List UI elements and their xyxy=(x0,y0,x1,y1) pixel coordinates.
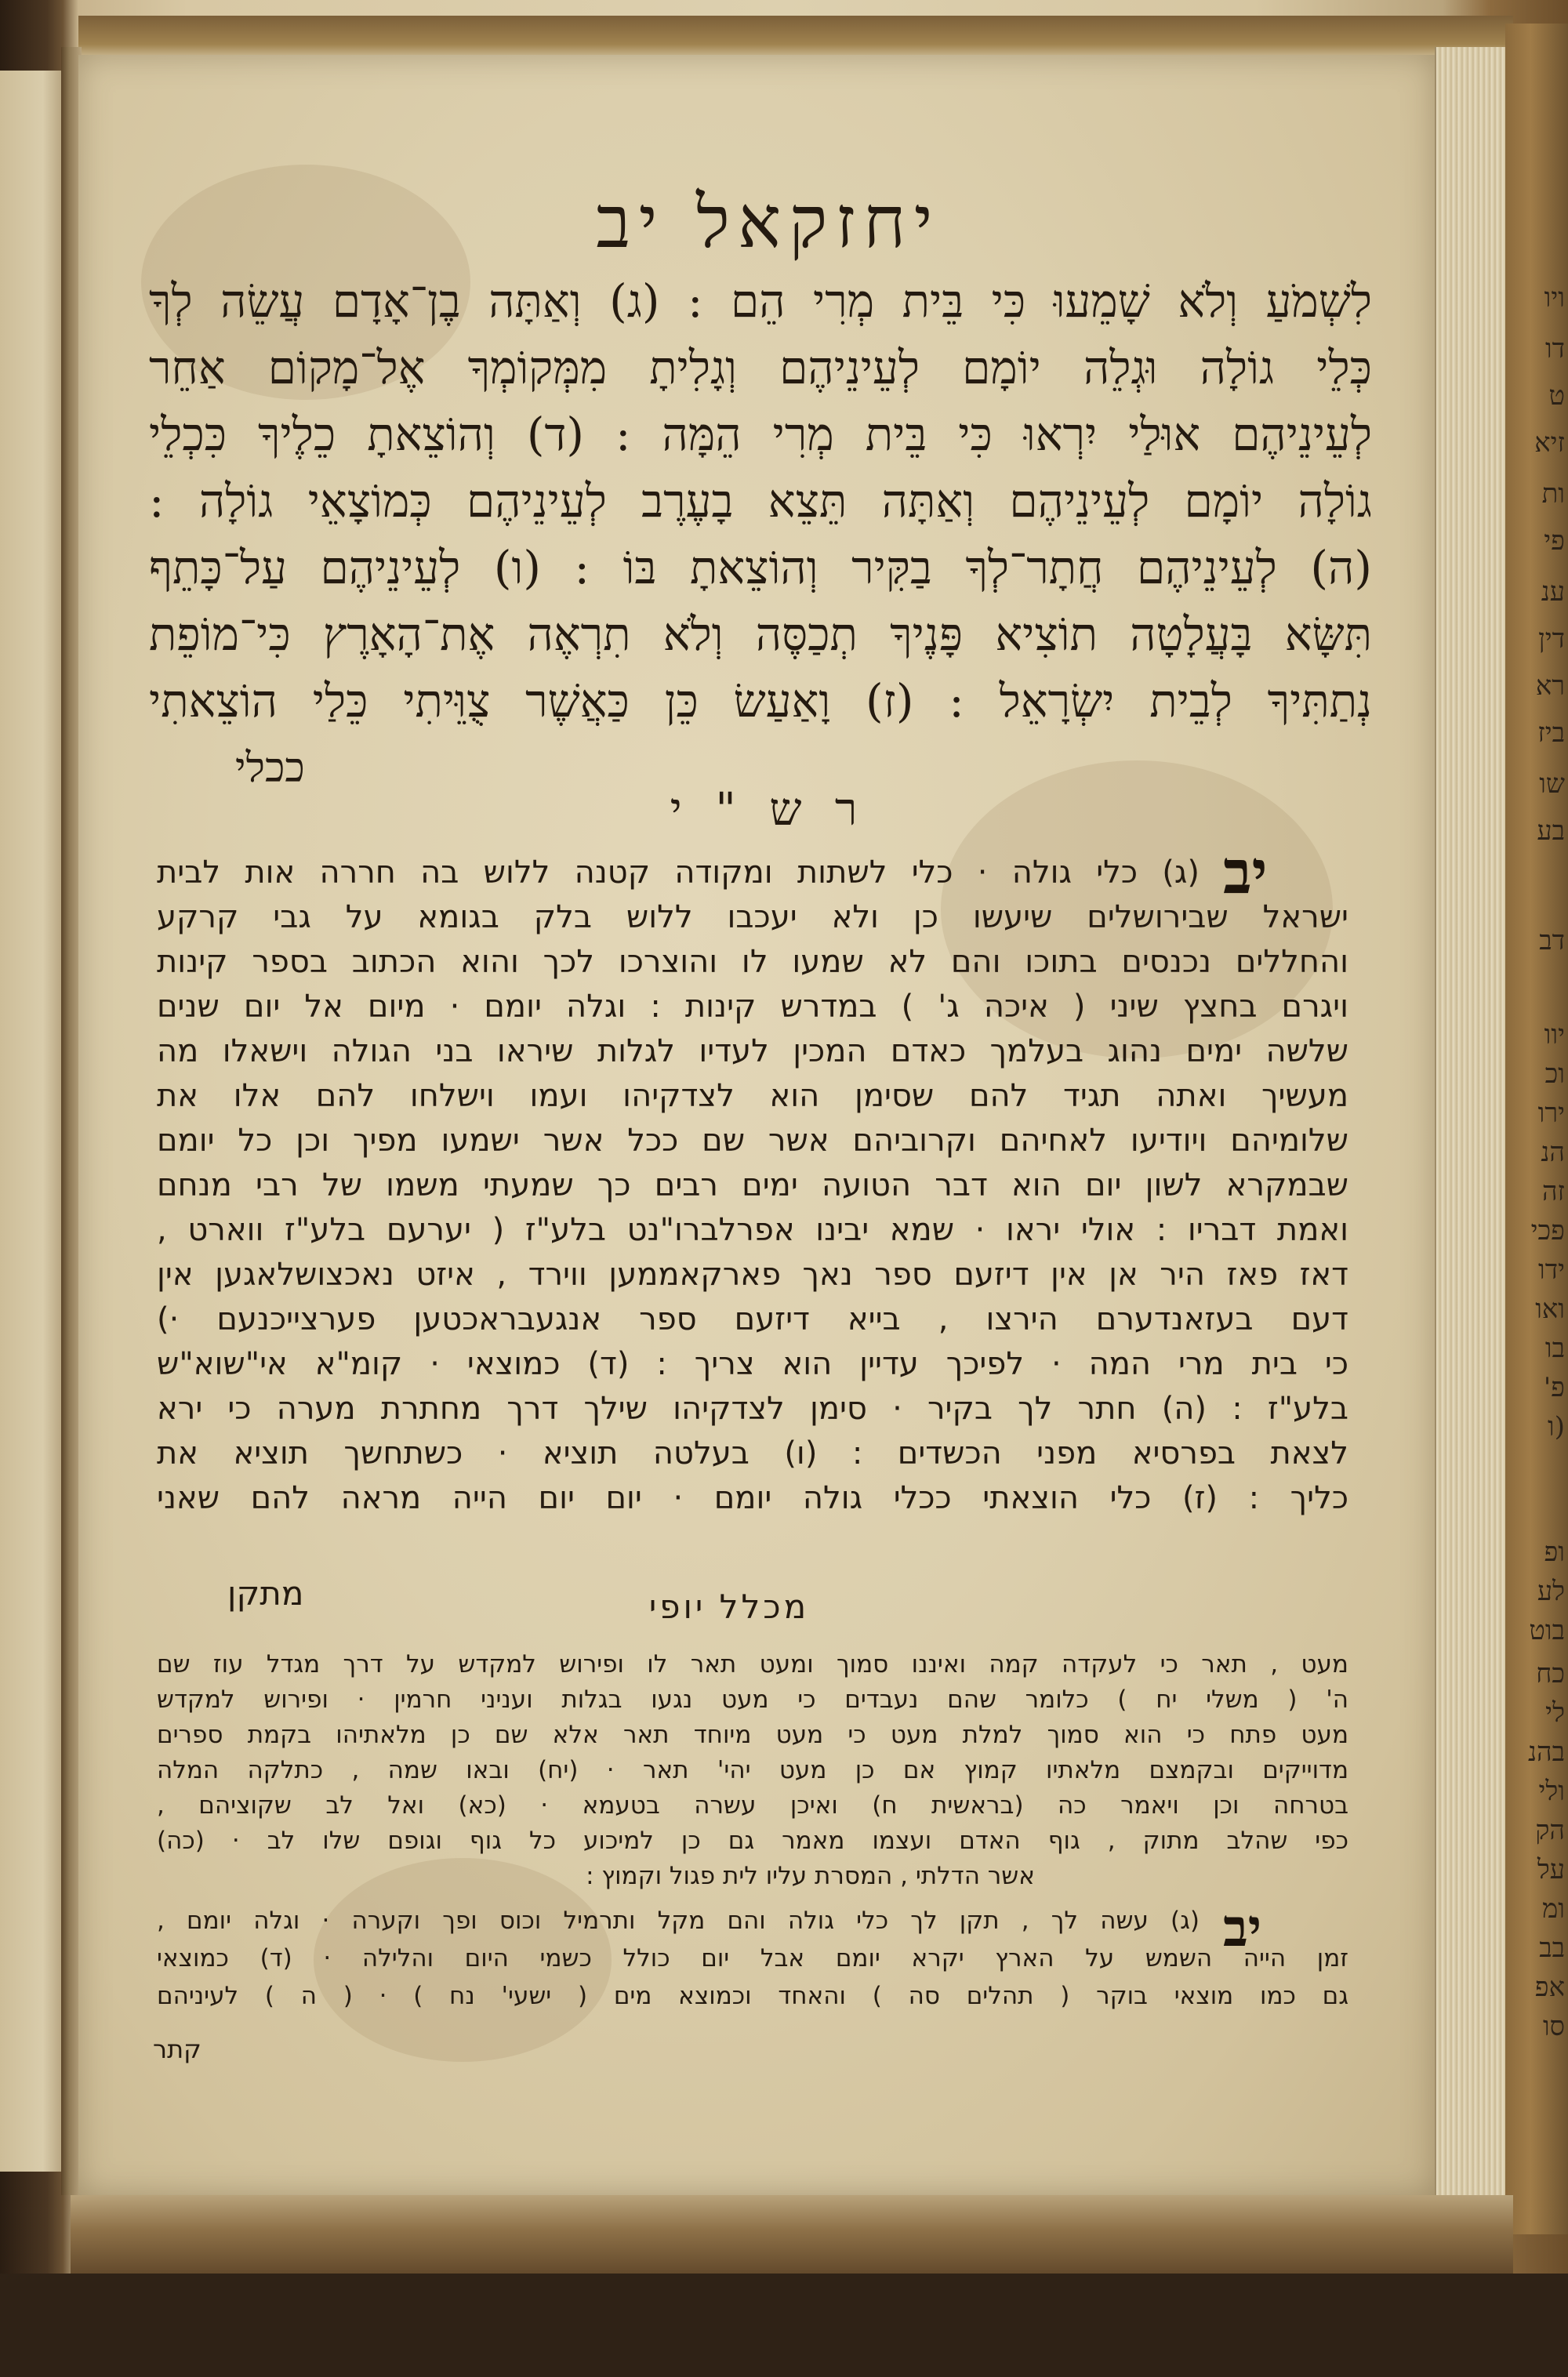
left-page-fragment: ואו xyxy=(1535,1294,1565,1325)
left-page-fragment: לע xyxy=(1537,1576,1565,1607)
commentary-line: ויגרם בחצץ שיני ( איכה ג' ) במדרש קינות : וגלה יומם · מיום אל יום שנים xyxy=(157,989,1348,1025)
left-page-fragment: ביז xyxy=(1537,717,1565,749)
chapter-marker: יב xyxy=(1223,1897,1262,1958)
top-edge xyxy=(78,16,1513,56)
left-page-fragment: על xyxy=(1537,1854,1565,1885)
background xyxy=(0,2274,1568,2377)
commentary-line: מעשיך ואתה תגיד להם שסימן הוא לצדקיהו ועמו וישלחו להם אלו את xyxy=(157,1078,1348,1114)
left-page-fragment: הק xyxy=(1535,1815,1565,1846)
commentary-line: דעם בעזאנדערם הירצו , בייא דיזעם ספר אנגעבראכטען פערצייכנעם ·) xyxy=(157,1301,1348,1337)
catchword: מתקן xyxy=(227,1574,304,1613)
left-page-fragment: כח xyxy=(1536,1658,1565,1689)
commentary-line: שלשה ימים נהוג בעלמך כאדם המכין לעדיו לגלות שיראו בני הגולה וישאלו מה xyxy=(157,1033,1348,1069)
left-page-fragment: ירו xyxy=(1537,1098,1565,1129)
left-page-fragment: לי xyxy=(1545,1697,1565,1729)
commentary-line: בטרחה וכן ויאמר כה (בראשית ח) ואיכן עשרה בטעמא · (כא) ואל לב שקוציהם , xyxy=(157,1791,1348,1820)
left-page-fragment: רא xyxy=(1535,670,1565,702)
commentary-line: מעט פתח כי הוא סמוך למלת מעט כי מעט מיוחד תאר אלא שם כן מלאתיהו בקמת ספרים xyxy=(157,1721,1348,1749)
commentary-line: ישראל שבירושלים שיעשו כן ולא יעכבו ללוש בלק בגומא על גבי קרקע xyxy=(157,899,1348,935)
verse-line: נְתַתִּיךָ לְבֵית יִשְׂרָאֵל : (ז) וָאַעַשׂ כֵּן כַּאֲשֶׁר צֻוֵּיתִי כֵּלַי הוֹצֵאתִי xyxy=(149,674,1372,728)
running-head: יחזקאל יב xyxy=(596,180,941,264)
left-page-fragment: ויו xyxy=(1544,282,1565,314)
catchword: קתר xyxy=(153,2034,201,2064)
left-page-fragment: בהנ xyxy=(1528,1736,1565,1768)
commentary-line: שלומיהם ויודיעו לאחיהם וקרוביהם אשר שם ככל אשר ישמעו מפיך וכן כל יומם xyxy=(157,1123,1348,1159)
left-page-fragment: דין xyxy=(1538,623,1565,655)
commentary-line: בלע"ז : (ה) חתר לך בקיר · סימן לצדקיהו שילך דרך מחתרת מערה כי ירא xyxy=(157,1391,1348,1427)
page-fore-edge xyxy=(1435,47,1507,2211)
left-page-fragment: יוו xyxy=(1544,1019,1565,1051)
left-page-fragment: בע xyxy=(1537,815,1565,847)
commentary-line: מעט , תאר כי לעקדה קמה ואיננו סמוך ומעט תאר לו ופירוש למקדש על דרך מגדל עוז שם xyxy=(157,1650,1348,1678)
commentary-line: לצאת בפרסיא מפני הכשדים : (ו) בעלטה תוציא · כשתחשך תוציא את xyxy=(157,1435,1348,1472)
left-page-fragment: פכי xyxy=(1530,1215,1565,1247)
commentary-line: דאז פאז היר אן אין דיזעם ספר נאך פארקאממען ווירד , איזט נאכצושלאגען אין xyxy=(157,1257,1348,1293)
left-page-fragment: ולי xyxy=(1538,1776,1565,1807)
chapter-marker: יב xyxy=(1223,837,1268,907)
left-page-fragment: ידו xyxy=(1538,1254,1565,1286)
left-page-fragment: ות xyxy=(1541,478,1565,510)
commentary-line: כליך : (ז) כלי הוצאתי ככלי גולה יומם · יום יום הייה מראה להם שאני xyxy=(157,1480,1348,1516)
left-page-fragment: ט xyxy=(1548,380,1565,412)
left-page-fragment: פ' xyxy=(1543,1372,1565,1403)
left-page-fragment: ופ xyxy=(1544,1537,1565,1568)
commentary-line: זמן הייה השמש על הארץ יקרא יומם אבל יום כולל כשמי היום והלילה · (ד) כמוצאי xyxy=(157,1944,1348,1972)
commentary-line: מדוייקים ובקמצם מלאתיו קמוץ אם כן מעט יהי' תאר · (יח) ובאו שמה , כתלקה המלה xyxy=(157,1756,1348,1784)
left-page-fragment: זה xyxy=(1541,1176,1565,1207)
commentary-line: ה' ( משלי יח ) כלומר שהם נעבדים כי מעט נגעו בגלות ועניני חרמין · ופירוש למקדש xyxy=(157,1686,1348,1714)
verse-line: לְעֵינֵיהֶם אוּלַי יִרְאוּ כִּי בֵּית מְרִי הֵמָּה : (ד) וְהוֹצֵאתָ כֵלֶיךָ כִּכְלֵי xyxy=(149,408,1372,461)
left-page-fragment: וכ xyxy=(1544,1058,1565,1090)
commentary-line: ואמת דבריו : אולי יראו · שמא יבינו אפרלברו"נט בלע"ז ( יערעם בלע"ז ווארט , xyxy=(157,1212,1348,1248)
commentary-heading: מכלל יופי xyxy=(648,1588,810,1626)
commentary-line: גם כמו מוצאי בוקר ( תהלים סה ) והאחד וכמוצא מים ( ישעי' נח ) · ( ה ) לעיניהם xyxy=(157,1982,1348,2010)
left-page-fragment: ומ xyxy=(1542,1893,1565,1925)
verse-line: כְּלֵי גוֹלָה וּגְלֵה יוֹמָם לְעֵינֵיהֶם וְגָלִיתָ מִמְּקוֹמְךָ אֶל־מָקוֹם אַחֵר xyxy=(149,341,1372,394)
verse-line: תִּשָּׂא בָּעֲלָטָה תוֹצִיא פָּנֶיךָ תְכַסֶּה וְלֹא תִרְאֶה אֶת־הָאָרֶץ כִּי־מוֹפֵת xyxy=(149,608,1372,661)
left-page-fragment: בו xyxy=(1544,1333,1565,1364)
verse-line: גוֹלָה יוֹמָם לְעֵינֵיהֶם וְאַתָּה תֵּצֵא בָעֶרֶב לְעֵינֵיהֶם כְּמוֹצָאֵי גוֹלָה : xyxy=(149,474,1372,528)
commentary-line: כפי שהלב מתוק , גוף האדם ועצמו מאמר גם כן למיכוע כל גוף וגופם שלו לב · (כה) xyxy=(157,1827,1348,1855)
commentary-heading: ר ש " י xyxy=(670,782,867,836)
commentary-line: כי בית מרי המה · לפיכך עדיין הוא צריך : (ד) כמוצאי · קומ"א אי"שוא"ש xyxy=(157,1346,1348,1382)
left-page-fragment: דב xyxy=(1539,925,1565,956)
left-page-fragment: ענ xyxy=(1541,576,1565,608)
commentary-line: שבמקרא לשון יום הוא דבר הטועה ימים רבים כך שמעתי משמו של רבי מנחם xyxy=(157,1167,1348,1203)
left-page-fragment: אפ xyxy=(1534,1972,1565,2003)
left-page-fragment: סו xyxy=(1542,2011,1565,2042)
left-page-fragment: (ו xyxy=(1548,1411,1565,1443)
left-page-fragment: בב xyxy=(1539,1932,1565,1964)
previous-page-sliver xyxy=(0,71,64,2172)
commentary-line: (ג) כלי גולה · כלי לשתות ומקודה קטנה ללוש בה חררה אות לבית xyxy=(157,855,1200,891)
left-page-fragment: הנ xyxy=(1541,1137,1565,1168)
left-page-fragment: בוט xyxy=(1529,1615,1565,1646)
verse-line: לִשְׁמֹעַ וְלֹא שָׁמֵעוּ כִּי בֵּית מְרִי הֵם : (ג) וְאַתָּה בֶן־אָדָם עֲשֵׂה לְךָ xyxy=(149,274,1372,328)
bottom-edge xyxy=(71,2195,1513,2281)
left-page-fragment: דו xyxy=(1544,333,1565,365)
catchword: ככלי xyxy=(235,745,305,792)
commentary-line: (ג) עשה לך , תקן לך כלי גולה והם מקל ותרמיל וכוס ופך וקערה · וגלה יומם , xyxy=(157,1907,1200,1935)
left-page-fragment: שו xyxy=(1539,768,1565,800)
left-page-fragment: פי xyxy=(1544,525,1565,557)
verse-line: (ה) לְעֵינֵיהֶם חֲתָר־לְךָ בַקִּיר וְהוֹצֵאתָ בּוֹ : (ו) לְעֵינֵיהֶם עַל־כָּתֵף xyxy=(149,541,1372,594)
left-page-fragment: זיא xyxy=(1534,427,1565,459)
commentary-line: והחללים נכנסים בתוכו והם לא שמעו לו והוצרכו לכך והוא הכתוב בספר קינות xyxy=(157,944,1348,980)
commentary-line: אשר הדלתי , המסרת עליו לית פגול וקמוץ : xyxy=(586,1862,1035,1890)
